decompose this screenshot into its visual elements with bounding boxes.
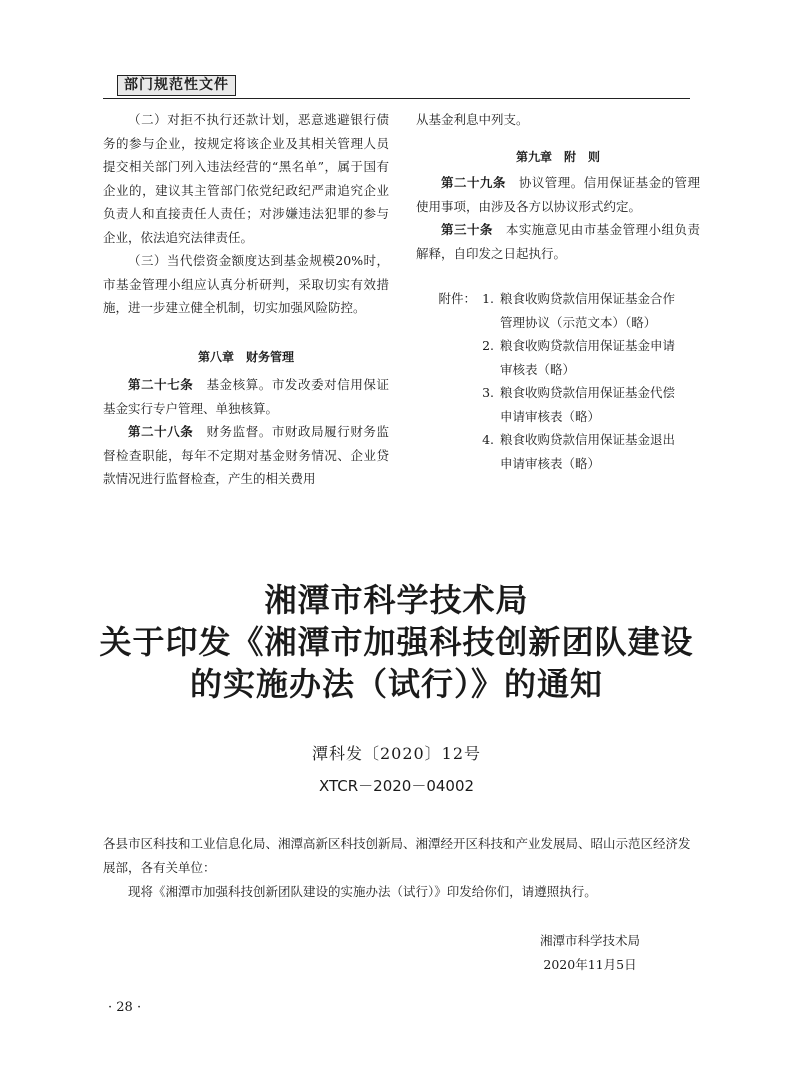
attachment-label: 附件： xyxy=(438,291,476,306)
section-tag: 部门规范性文件 xyxy=(117,75,236,96)
article-body: 财务监督。市财政局履行财务监督检查职能，每年不定期对基金财务情况、企业贷款情况进行监督检查，产生的相关费用 xyxy=(103,424,389,486)
notice-body xyxy=(103,832,693,904)
recipients: 各县市区科技和工业信息化局、湘潭高新区科技创新局、湘潭经开区科技和产业发展局、昭山示范区经济发展部，各有关单位： xyxy=(103,836,691,875)
attachment-text: 粮食收购贷款信用保证基金申请 审核表（略） xyxy=(500,338,676,377)
article xyxy=(416,171,700,218)
paragraph: （二）对拒不执行还款计划，恶意逃避银行债务的参与企业，按规定将该企业及其相关管理人员提交相关部门列入违法经营的“黑名单”，属于国有企业的，建议其主管部门依党纪政纪严肃追究企业负责人和直接责任人责任；对涉嫌违法犯罪的参与企业，依法追究法律责任。 xyxy=(103,112,389,245)
right-column xyxy=(416,108,700,475)
attachment-number: 4. xyxy=(482,432,494,447)
paragraph: 从基金利息中列支。 xyxy=(416,112,529,127)
article xyxy=(103,373,389,420)
attachment-item xyxy=(416,381,700,428)
article xyxy=(103,420,389,491)
attachment-list xyxy=(416,287,700,475)
attachment-number: 3. xyxy=(482,385,494,400)
left-column xyxy=(103,108,389,491)
article-body: 基金核算。市发改委对信用保证基金实行专户管理、单独核算。 xyxy=(103,377,389,416)
attachment-number: 2. xyxy=(482,338,494,353)
notice-title-line: 的实施办法（试行）》的通知 xyxy=(189,665,603,703)
issuer: 湘潭市科学技术局 xyxy=(539,933,640,948)
article-heading: 第二十七条 xyxy=(128,377,194,392)
article xyxy=(416,218,700,265)
paragraph: （三）当代偿资金额度达到基金规模20%时，市基金管理小组应认真分析研判，采取切实有效措施，进一步建立健全机制，切实加强风险防控。 xyxy=(103,253,389,315)
article-body: 本实施意见由市基金管理小组负责解释，自印发之日起执行。 xyxy=(416,222,700,261)
page-number: · 28 · xyxy=(108,1000,142,1015)
attachment-number: 1. xyxy=(482,291,494,306)
attachment-item xyxy=(416,334,700,381)
article-heading: 第二十八条 xyxy=(128,424,194,439)
article-heading: 第二十九条 xyxy=(441,175,506,190)
notice-title-line: 关于印发《湘潭市加强科技创新团队建设 xyxy=(99,623,694,661)
attachment-item xyxy=(416,287,700,334)
chapter-heading: 第九章 附 则 xyxy=(515,149,600,164)
article-heading: 第三十条 xyxy=(441,222,493,237)
attachment-text: 粮食收购贷款信用保证基金合作 管理协议（示范文本）（略） xyxy=(500,291,676,330)
chapter-heading: 第八章 财务管理 xyxy=(197,349,294,364)
article-body: 协议管理。信用保证基金的管理使用事项，由涉及各方以协议形式约定。 xyxy=(416,175,700,214)
issue-date: 2020年11月5日 xyxy=(543,957,637,972)
header-rule xyxy=(103,98,690,99)
notice-paragraph: 现将《湘潭市加强科技创新团队建设的实施办法（试行）》印发给你们，请遵照执行。 xyxy=(128,884,597,899)
notice-title-line: 湘潭市科学技术局 xyxy=(264,581,529,619)
attachment-text: 粮食收购贷款信用保证基金退出 申请审核表（略） xyxy=(500,432,676,471)
document-number: 潭科发〔2020〕12号 xyxy=(311,744,482,763)
attachment-text: 粮食收购贷款信用保证基金代偿 申请审核表（略） xyxy=(500,385,676,424)
attachment-item xyxy=(416,428,700,475)
document-code: XTCR－2020－04002 xyxy=(318,777,475,795)
